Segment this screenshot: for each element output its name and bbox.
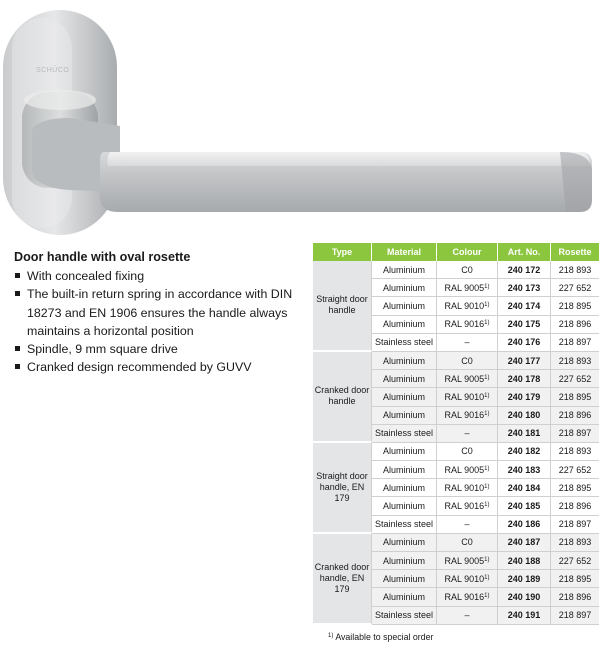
cell-material: Aluminium	[372, 370, 437, 388]
cell-colour	[437, 316, 498, 334]
cell-rosette: 218 893	[551, 534, 599, 552]
colour-value: RAL 9010	[444, 573, 485, 584]
cell-rosette: 218 893	[551, 261, 599, 279]
cell-material: Stainless steel	[372, 334, 437, 352]
column-header-colour: Colour	[437, 243, 498, 261]
colour-value: RAL 9010	[444, 391, 485, 402]
cell-colour	[437, 443, 498, 461]
product-title: Door handle with oval rosette	[14, 250, 191, 264]
cell-art-no: 240 186	[498, 516, 551, 534]
colour-footnote-marker: 1)	[484, 301, 490, 308]
feature-item: The built-in return spring in accordance with DIN 18273 and EN 1906 ensures the handle always maintains a horizontal position	[14, 285, 304, 340]
product-image	[0, 0, 600, 240]
feature-item: Cranked design recommended by GUVV	[14, 358, 304, 376]
footnote-marker: 1)	[328, 633, 334, 639]
cell-material: Aluminium	[372, 588, 437, 606]
feature-list	[14, 267, 304, 377]
cell-rosette: 218 895	[551, 388, 599, 406]
cell-colour	[437, 588, 498, 606]
cell-colour	[437, 497, 498, 515]
cell-material: Aluminium	[372, 297, 437, 315]
cell-art-no: 240 181	[498, 425, 551, 443]
cell-material: Aluminium	[372, 570, 437, 588]
colour-footnote-marker: 1)	[484, 465, 490, 472]
cell-colour	[437, 570, 498, 588]
colour-value: RAL 9010	[444, 482, 485, 493]
colour-footnote-marker: 1)	[484, 502, 490, 509]
cell-rosette: 218 897	[551, 516, 599, 534]
cell-art-no: 240 187	[498, 534, 551, 552]
cell-rosette: 218 896	[551, 316, 599, 334]
cell-colour	[437, 534, 498, 552]
column-header-rosette: Rosette	[551, 243, 599, 261]
colour-value: –	[464, 610, 470, 621]
colour-footnote-marker: 1)	[484, 392, 490, 399]
cell-art-no: 240 180	[498, 407, 551, 425]
table-row	[313, 352, 599, 370]
cell-type: Straight door handle	[313, 261, 372, 352]
table-header-row	[313, 243, 599, 261]
cell-material: Aluminium	[372, 407, 437, 425]
cell-material: Aluminium	[372, 388, 437, 406]
cell-material: Aluminium	[372, 443, 437, 461]
cell-art-no: 240 173	[498, 279, 551, 297]
cell-art-no: 240 185	[498, 497, 551, 515]
colour-value: C0	[461, 537, 473, 548]
product-table	[313, 243, 599, 625]
cell-art-no: 240 179	[498, 388, 551, 406]
product-description	[14, 250, 304, 377]
cell-material: Stainless steel	[372, 607, 437, 625]
cell-type: Cranked door handle	[313, 352, 372, 443]
table-row	[313, 261, 599, 279]
colour-footnote-marker: 1)	[484, 374, 490, 381]
column-header-art-no: Art. No.	[498, 243, 551, 261]
colour-footnote-marker: 1)	[484, 592, 490, 599]
cell-rosette: 218 896	[551, 497, 599, 515]
colour-value: RAL 9016	[444, 410, 485, 421]
cell-rosette: 218 896	[551, 588, 599, 606]
colour-footnote-marker: 1)	[484, 574, 490, 581]
cell-rosette: 218 895	[551, 479, 599, 497]
cell-colour	[437, 334, 498, 352]
cell-rosette: 218 893	[551, 443, 599, 461]
cell-rosette: 218 893	[551, 352, 599, 370]
cell-art-no: 240 178	[498, 370, 551, 388]
cell-colour	[437, 388, 498, 406]
cell-material: Aluminium	[372, 352, 437, 370]
colour-value: –	[464, 337, 470, 348]
colour-value: C0	[461, 355, 473, 366]
cell-art-no: 240 174	[498, 297, 551, 315]
colour-value: RAL 9005	[444, 373, 485, 384]
cell-colour	[437, 297, 498, 315]
cell-art-no: 240 182	[498, 443, 551, 461]
feature-item: Spindle, 9 mm square drive	[14, 340, 304, 358]
cell-colour	[437, 461, 498, 479]
cell-colour	[437, 516, 498, 534]
table-row	[313, 534, 599, 552]
colour-value: –	[464, 428, 470, 439]
cell-material: Aluminium	[372, 461, 437, 479]
cell-material: Stainless steel	[372, 516, 437, 534]
cell-art-no: 240 183	[498, 461, 551, 479]
cell-colour	[437, 425, 498, 443]
colour-footnote-marker: 1)	[484, 411, 490, 418]
cell-material: Aluminium	[372, 552, 437, 570]
cell-rosette: 218 895	[551, 570, 599, 588]
cell-material: Aluminium	[372, 279, 437, 297]
cell-material: Aluminium	[372, 316, 437, 334]
cell-rosette: 218 897	[551, 425, 599, 443]
cell-material: Aluminium	[372, 261, 437, 279]
cell-material: Aluminium	[372, 479, 437, 497]
colour-value: RAL 9016	[444, 591, 485, 602]
colour-value: –	[464, 519, 470, 530]
cell-art-no: 240 175	[498, 316, 551, 334]
cell-colour	[437, 352, 498, 370]
cell-rosette: 227 652	[551, 279, 599, 297]
cell-art-no: 240 191	[498, 607, 551, 625]
colour-footnote-marker: 1)	[484, 320, 490, 327]
colour-value: C0	[461, 446, 473, 457]
brand-logo-text: SCHÜCO	[36, 67, 70, 74]
colour-footnote-marker: 1)	[484, 283, 490, 290]
cell-colour	[437, 552, 498, 570]
colour-value: RAL 9010	[444, 300, 485, 311]
colour-value: RAL 9016	[444, 501, 485, 512]
cell-art-no: 240 190	[498, 588, 551, 606]
cell-art-no: 240 177	[498, 352, 551, 370]
cell-rosette: 218 897	[551, 607, 599, 625]
column-header-material: Material	[372, 243, 437, 261]
cell-colour	[437, 479, 498, 497]
cell-material: Aluminium	[372, 497, 437, 515]
cell-colour	[437, 607, 498, 625]
colour-value: C0	[461, 264, 473, 275]
cell-colour	[437, 370, 498, 388]
cell-rosette: 218 895	[551, 297, 599, 315]
cell-art-no: 240 184	[498, 479, 551, 497]
colour-value: RAL 9005	[444, 555, 485, 566]
cell-type: Cranked door handle, EN 179	[313, 534, 372, 625]
cell-colour	[437, 279, 498, 297]
cell-art-no: 240 188	[498, 552, 551, 570]
cell-material: Stainless steel	[372, 425, 437, 443]
cell-colour	[437, 261, 498, 279]
column-header-type: Type	[313, 243, 372, 261]
cell-art-no: 240 189	[498, 570, 551, 588]
footnote-text: Available to special order	[335, 632, 434, 642]
cell-material: Aluminium	[372, 534, 437, 552]
cell-art-no: 240 172	[498, 261, 551, 279]
footnote	[328, 632, 433, 642]
feature-item: With concealed fixing	[14, 267, 304, 285]
cell-rosette: 227 652	[551, 461, 599, 479]
cell-type: Straight door handle, EN 179	[313, 443, 372, 534]
colour-footnote-marker: 1)	[484, 556, 490, 563]
cell-rosette: 218 897	[551, 334, 599, 352]
cell-rosette: 227 652	[551, 552, 599, 570]
table-row	[313, 443, 599, 461]
colour-footnote-marker: 1)	[484, 483, 490, 490]
colour-value: RAL 9005	[444, 464, 485, 475]
cell-colour	[437, 407, 498, 425]
cell-rosette: 227 652	[551, 370, 599, 388]
cell-rosette: 218 896	[551, 407, 599, 425]
cell-art-no: 240 176	[498, 334, 551, 352]
colour-value: RAL 9016	[444, 319, 485, 330]
colour-value: RAL 9005	[444, 282, 485, 293]
